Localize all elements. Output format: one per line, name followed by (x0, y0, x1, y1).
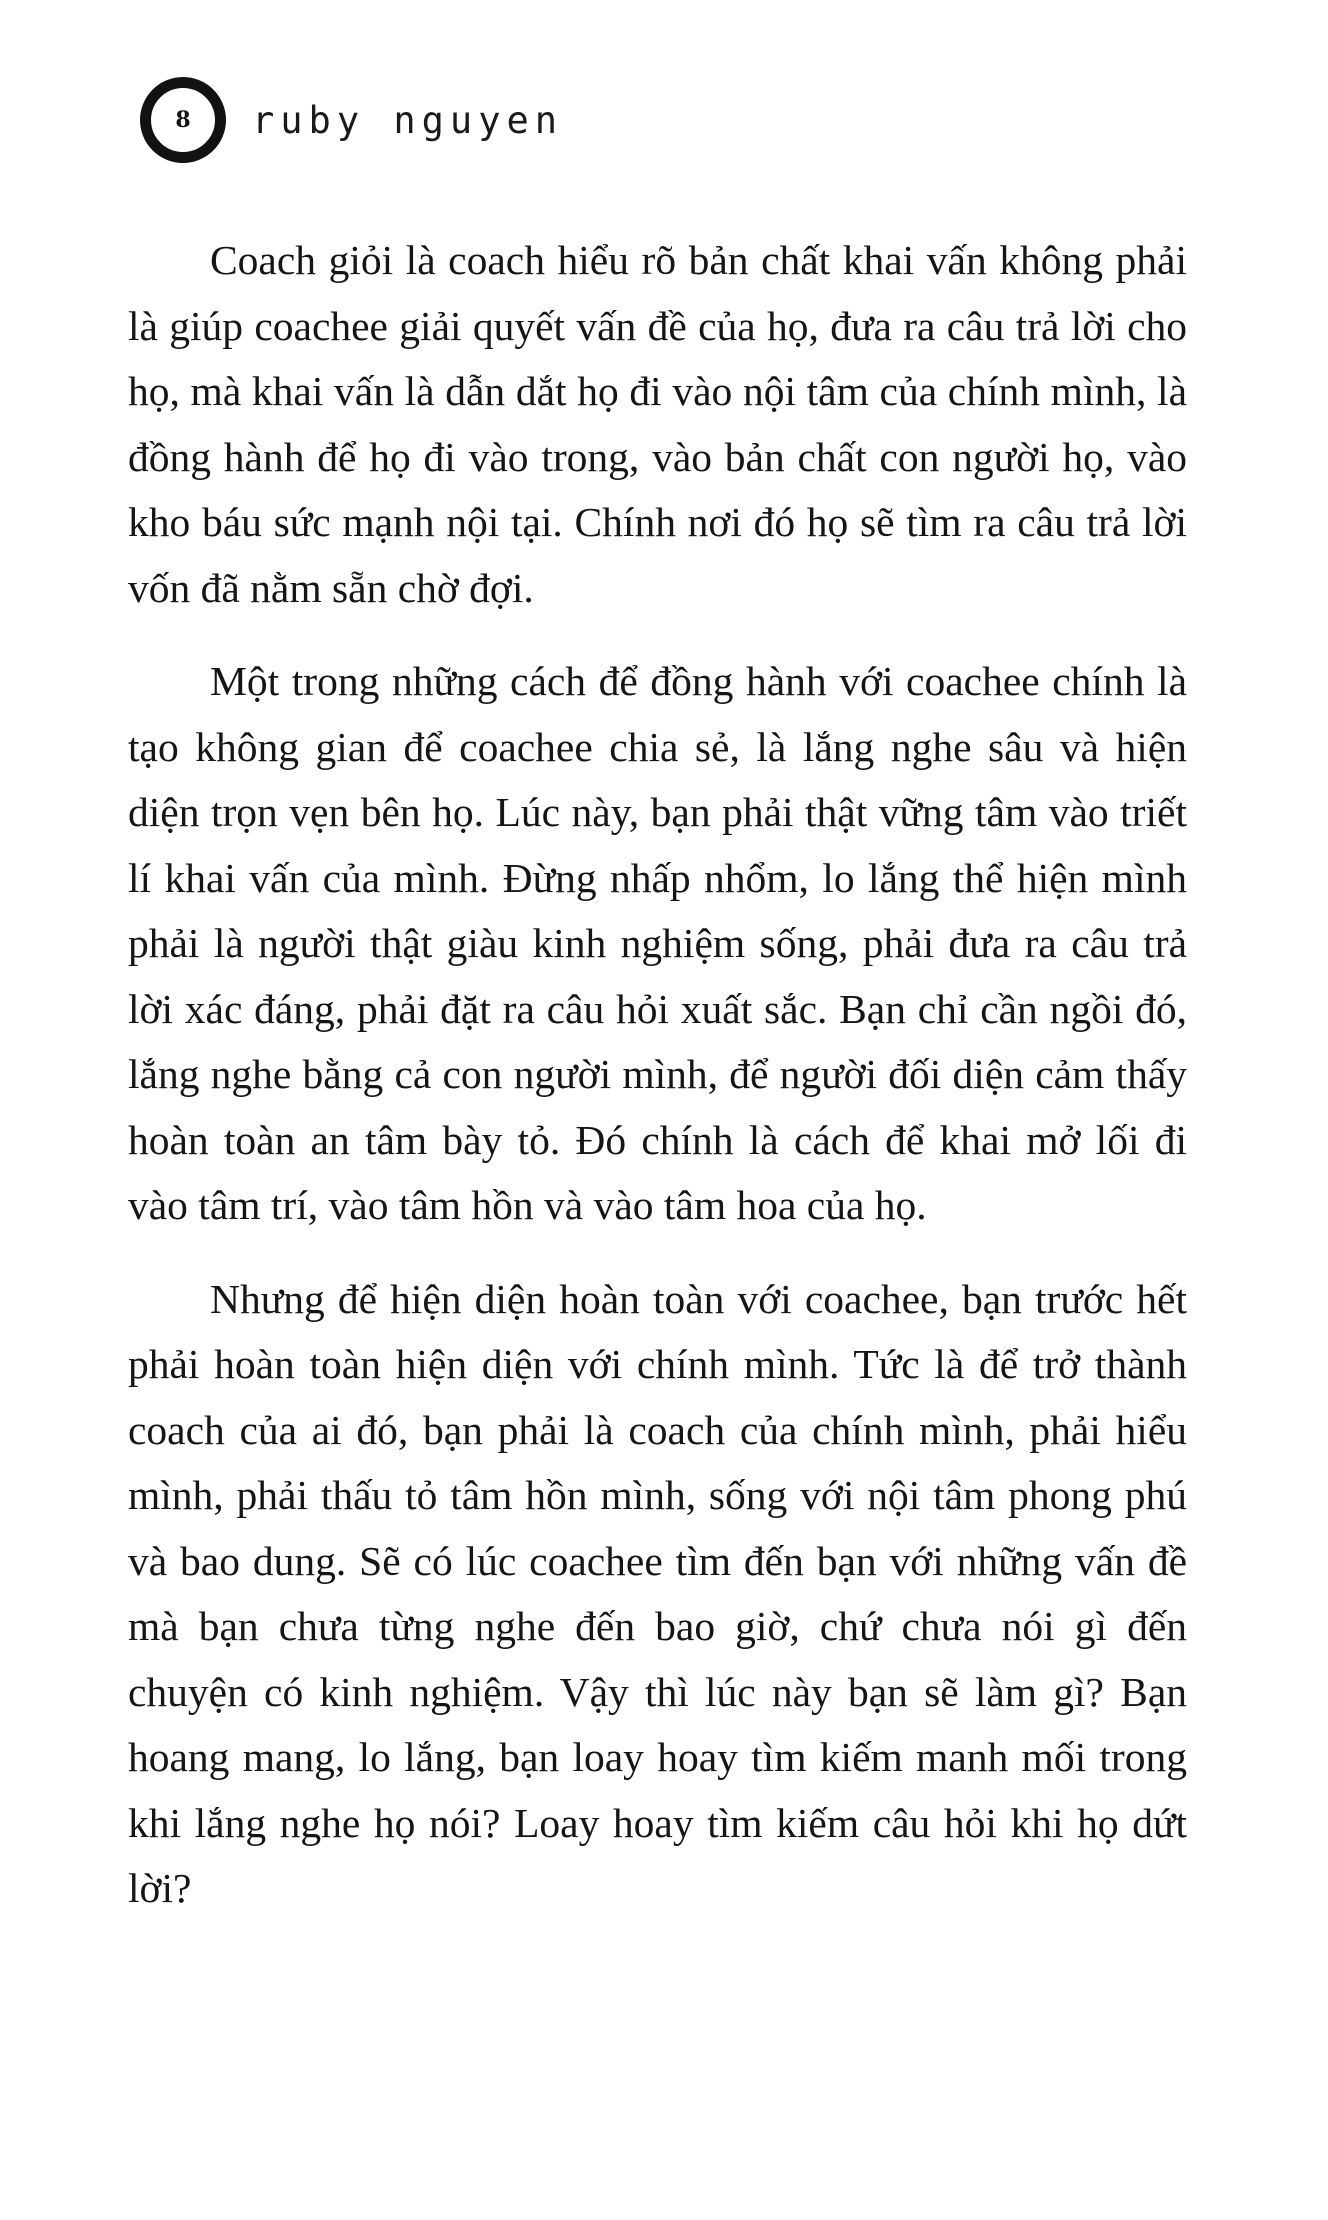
page-number: 8 (175, 107, 191, 133)
paragraph-2: Một trong những cách để đồng hành với coachee chính là tạo không gian để coachee chia sẻ, là lắng nghe sâu và hiện diện trọn vẹn bên họ. Lúc này, bạn phải thật vững tâm vào triết lí khai vấn của mình. Đừng nhấp nhổm, lo lắng thể hiện mình phải là người thật giàu kinh nghiệm sống, phải đưa ra câu trả lời xác đáng, phải đặt ra câu hỏi xuất sắc. Bạn chỉ cần ngồi đó, lắng nghe bằng cả con người mình, để người đối diện cảm thấy hoàn toàn an tâm bày tỏ. Đó chính là cách để khai mở lối đi vào tâm trí, vào tâm hồn và vào tâm hoa của họ. (128, 658, 1187, 1228)
body-text (128, 228, 1187, 1950)
page-number-badge (140, 77, 226, 163)
page-header (140, 75, 563, 165)
running-header-author: ruby nguyen (252, 98, 564, 142)
paragraph-1: Coach giỏi là coach hiểu rõ bản chất khai vấn không phải là giúp coachee giải quyết vấn đề của họ, đưa ra câu trả lời cho họ, mà khai vấn là dẫn dắt họ đi vào nội tâm của chính mình, là đồng hành để họ đi vào trong, vào bản chất con người họ, vào kho báu sức mạnh nội tại. Chính nơi đó họ sẽ tìm ra câu trả lời vốn đã nằm sẵn chờ đợi. (128, 237, 1187, 611)
paragraph-3: Nhưng để hiện diện hoàn toàn với coachee, bạn trước hết phải hoàn toàn hiện diện với chính mình. Tức là để trở thành coach của ai đó, bạn phải là coach của chính mình, phải hiểu mình, phải thấu tỏ tâm hồn mình, sống với nội tâm phong phú và bao dung. Sẽ có lúc coachee tìm đến bạn với những vấn đề mà bạn chưa từng nghe đến bao giờ, chứ chưa nói gì đến chuyện có kinh nghiệm. Vậy thì lúc này bạn sẽ làm gì? Bạn hoang mang, lo lắng, bạn loay hoay tìm kiếm manh mối trong khi lắng nghe họ nói? Loay hoay tìm kiếm câu hỏi khi họ dứt lời? (128, 1275, 1187, 1911)
